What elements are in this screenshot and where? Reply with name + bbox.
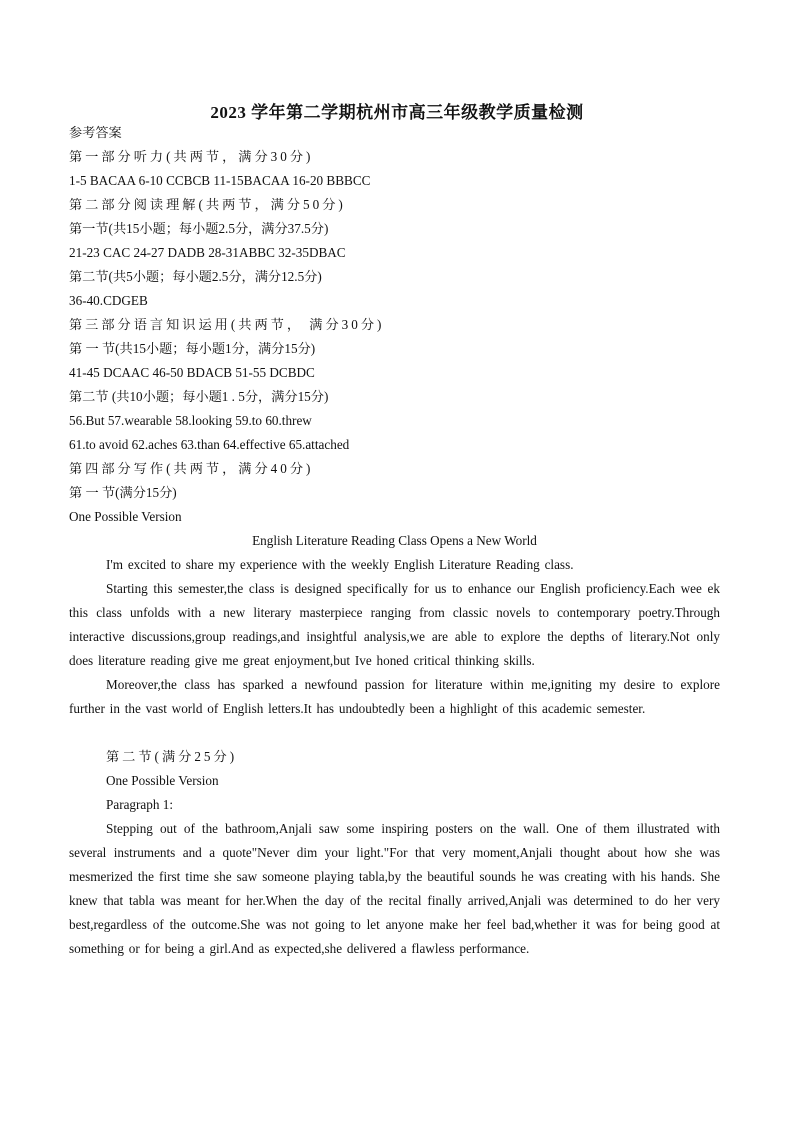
part2-section2-answers: 36-40.CDGEB [69, 293, 148, 308]
part2-section1-heading: 第一节(共15小题；每小题2.5分，满分37.5分) [69, 221, 329, 236]
part3-section2-answers-line1: 56.But 57.wearable 58.looking 59.to 60.threw [69, 413, 312, 428]
part4-section2-version: One Possible Version [106, 773, 219, 788]
essay-paragraph: Moreover,the class has sparked a newfound passion for literature within me,igniting my desire to explore further in the vast world of English letters.It has undoubtedly been a highlight of this academic semester. [69, 677, 720, 716]
part3-heading: 第三部分语言知识运用(共两节， 满分30分) [69, 317, 385, 332]
part1-answers: 1-5 BACAA 6-10 CCBCB 11-15BACAA 16-20 BBBCC [69, 173, 371, 188]
part3-section2-heading: 第二节 (共10小题；每小题1 . 5分，满分15分) [69, 389, 329, 404]
essay-paragraph: I'm excited to share my experience with the weekly English Literature Reading class. [106, 557, 574, 572]
part3-section2-answers-line2: 61.to avoid 62.aches 63.than 64.effective 65.attached [69, 437, 350, 452]
page-title: 2023 学年第二学期杭州市高三年级教学质量检测 [210, 103, 584, 122]
part2-section2-heading: 第二节(共5小题；每小题2.5分，满分12.5分) [69, 269, 322, 284]
part3-section1-answers: 41-45 DCAAC 46-50 BDACB 51-55 DCBDC [69, 365, 315, 380]
continuation-paragraph: Stepping out of the bathroom,Anjali saw some inspiring posters on the wall. One of them illustrated with several instruments and a quote"Never dim your light."For that very moment,Anjali thought about how she was mesmerized the first time she saw someone playing tabla,by the beautiful sounds he was creating with his hands. She knew that tabla was meant for her.When the day of the recital finally arrived,Anjali was determined to do her very best,regardless of the outcome.She was not going to let anyone make her feel bad,whether it was for being good at something or for being a girl.And as expected,she delivered a flawless performance. [69, 821, 720, 956]
paragraph-label: Paragraph 1: [106, 797, 174, 812]
part2-section1-answers: 21-23 CAC 24-27 DADB 28-31ABBC 32-35DBAC [69, 245, 346, 260]
part4-section1-heading: 第 一 节(满分15分) [69, 485, 177, 500]
part4-section1-version: One Possible Version [69, 509, 182, 524]
answer-content [69, 121, 720, 961]
answers-heading: 参考答案 [69, 125, 122, 140]
part3-section1-heading: 第 一 节(共15小题；每小题1分，满分15分) [69, 341, 316, 356]
section-spacer [69, 721, 720, 745]
part1-heading: 第一部分听力(共两节，满分30分) [69, 149, 314, 164]
essay-title: English Literature Reading Class Opens a New World [252, 533, 537, 548]
essay-paragraph: Starting this semester,the class is designed specifically for us to enhance our English proficiency.Each wee ek this class unfolds with a new literary masterpiece ranging from classic novels to contemporary poetry.Through interactive discussions,group readings,and insightful analysis,we are able to explore the depths of literary.Not only does literature reading give me great enjoyment,but Ive honed critical thinking skills. [69, 581, 720, 668]
part4-heading: 第四部分写作(共两节，满分40分) [69, 461, 314, 476]
part2-heading: 第二部分阅读理解(共两节，满分50分) [69, 197, 346, 212]
part4-section2-heading: 第二节(满分25分) [106, 749, 238, 764]
